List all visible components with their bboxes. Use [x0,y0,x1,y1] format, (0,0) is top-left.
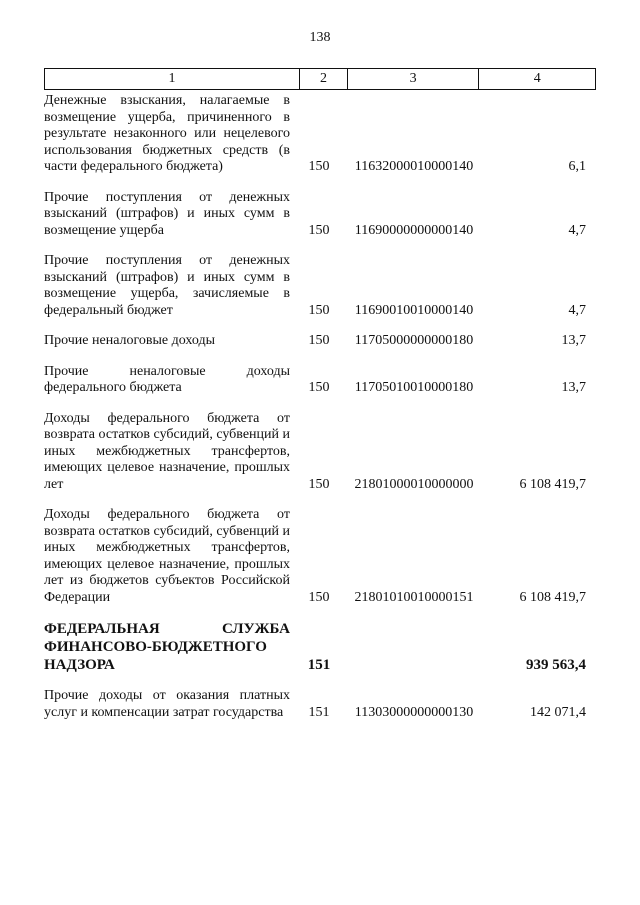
row-kbk: 11303000000000130 [354,704,474,720]
table-row [44,190,604,240]
table-row [44,364,604,397]
table-header [44,68,596,90]
table-row [44,688,604,721]
row-kbk: 21801010010000151 [354,589,474,605]
row-name: Доходы федерального бюджета от возврата остатков субсидий, субвенций и иных межбюджетных трансфертов, имеющих целевое назначение, прошлых лет [44,410,290,492]
row-name: Доходы федерального бюджета от возврата остатков субсидий, субвенций и иных межбюджетных трансфертов, имеющих целевое назначение, прошлых лет из бюджетов субъектов Российской Федерации [44,507,290,605]
row-name: Прочие поступления от денежных взысканий (штрафов) и иных сумм в возмещение ущерба, зачисляемые в федеральный бюджет [44,253,290,318]
row-amount: 6,1 [568,159,586,174]
row-kbk: 11705010010000180 [354,380,474,395]
table-row [44,333,604,350]
row-kbk: 11705000000000180 [354,333,474,348]
table-body [44,93,604,721]
row-code: 150 [308,476,330,492]
row-kbk: 11632000010000140 [354,159,474,174]
row-amount: 6 108 419,7 [519,589,586,605]
row-amount: 13,7 [561,333,586,348]
row-kbk: 21801000010000000 [354,476,474,492]
table-row [44,507,604,606]
table-row [44,253,604,319]
section-heading-name: ФЕДЕРАЛЬНАЯ СЛУЖБА ФИНАНСОВО-БЮДЖЕТНОГО НАДЗОРА [44,621,290,673]
row-kbk: 11690000000000140 [354,222,474,238]
row-name: Денежные взыскания, налагаемые в возмещение ущерба, причиненного в результате незаконного или нецелевого использования бюджетных средств (в части федерального бюджета) [44,93,290,174]
row-amount: 939 563,4 [526,657,586,673]
row-code: 150 [308,589,330,605]
row-kbk: 11690010010000140 [354,302,474,318]
row-amount: 4,7 [568,302,586,318]
row-code: 150 [308,159,330,174]
row-name: Прочие поступления от денежных взысканий (штрафов) и иных сумм в возмещение ущерба [44,189,290,238]
header-col-3: 3 [348,69,480,89]
row-amount: 4,7 [568,222,586,238]
row-name: Прочие неналоговые доходы федерального бюджета [44,363,290,395]
row-name: Прочие доходы от оказания платных услуг и компенсации затрат государства [44,688,290,720]
row-name: Прочие неналоговые доходы [44,333,216,348]
header-col-4: 4 [533,71,541,86]
row-code: 150 [308,333,330,348]
page-number: 138 [309,30,331,45]
header-col-1: 1 [45,69,300,89]
row-amount: 13,7 [561,380,586,395]
table-row [44,411,604,494]
header-col-2: 2 [300,69,348,89]
row-code: 150 [308,222,330,238]
row-code: 151 [307,657,331,673]
section-heading-row [44,620,604,674]
row-code: 150 [308,302,330,318]
row-amount: 142 071,4 [530,704,586,720]
row-code: 150 [308,380,330,395]
table-row [44,93,604,176]
row-amount: 6 108 419,7 [519,476,586,492]
row-code: 151 [308,704,330,720]
